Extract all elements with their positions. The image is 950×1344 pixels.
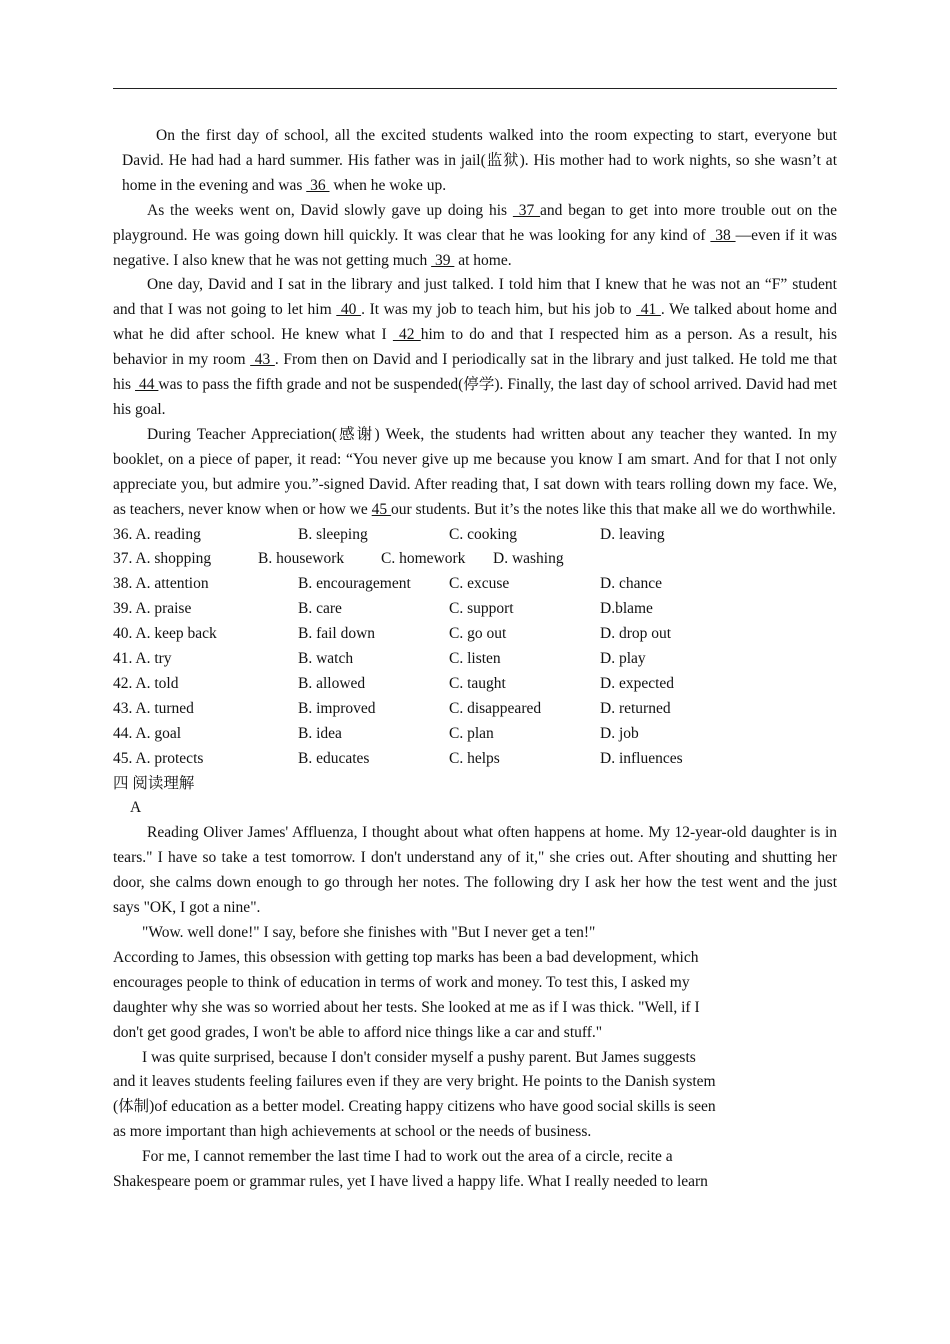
option-d: D. leaving: [600, 525, 665, 543]
option-d: D. returned: [600, 699, 671, 717]
option-a: 45. A. protects: [113, 749, 204, 767]
text: One day, David and I sat in the library and just talked. I told him that I knew that he was not an “F” student and that I was not going to let him: [113, 276, 837, 319]
option-row-43: [113, 697, 837, 722]
blank-39: 39: [431, 251, 455, 269]
option-b: B. improved: [298, 699, 376, 717]
option-a: 36. A. reading: [113, 525, 201, 543]
text: As the weeks went on, David slowly gave up doing his: [147, 201, 513, 219]
blank-38: 38: [710, 226, 736, 244]
blank-37: 37: [512, 201, 541, 219]
option-row-45: [113, 747, 837, 772]
option-row-44: [113, 722, 837, 747]
cloze-paragraph-2: [113, 199, 837, 274]
option-a: 39. A. praise: [113, 600, 192, 618]
reading-line: "Wow. well done!" I say, before she finishes with "But I never get a ten!": [142, 924, 596, 941]
option-d: D. drop out: [600, 625, 672, 643]
option-a: 38. A. attention: [113, 575, 209, 593]
text: was to pass the fifth grade and not be suspended(停学). Finally, the last day of school arrived. David had met his goal.: [113, 376, 838, 418]
blank-41: 41: [636, 301, 661, 319]
text: On the first day of school, all the excited students walked into the room expecting to start, everyone but David. He had had a hard summer. His father was in jail(监狱). His mother had to work nights, so she wasn’t at home in the evening and was: [122, 127, 837, 194]
passage-label: A: [130, 799, 142, 817]
option-c: C. support: [449, 600, 514, 618]
text: at home.: [454, 251, 512, 269]
reading-line: I was quite surprised, because I don't consider myself a pushy parent. But James suggests: [142, 1048, 696, 1066]
option-row-42: [113, 672, 837, 697]
option-c: C. cooking: [449, 525, 518, 543]
cloze-paragraph-1: [113, 124, 837, 199]
text: our students. But it’s the notes like this that make all we do worthwhile.: [391, 500, 836, 518]
option-b: B. allowed: [298, 674, 366, 692]
reading-line: Shakespeare poem or grammar rules, yet I have lived a happy life. What I really needed to learn: [113, 1173, 708, 1191]
options-list: [113, 523, 837, 772]
blank-36: 36: [306, 176, 330, 194]
option-b: B. watch: [298, 650, 354, 668]
option-row-38: [113, 572, 837, 597]
reading-paragraph-1: Reading Oliver James' Affluenza, I thought about what often happens at home. My 12-year-old daughter is in tears." I have so take a test tomorrow. I don't understand any of it," she cries out. After shouting and shutting her door, she calms down enough to go through her notes. The following dry I ask her how the test went and the just says "OK, I got a nine".: [113, 824, 837, 917]
option-d: D.blame: [600, 600, 653, 618]
text: him to do and that I respected him as a person. As a result, his behavior in my room: [113, 326, 838, 369]
option-c: C. disappeared: [449, 699, 542, 717]
blank-44: 44: [135, 376, 159, 394]
option-c: C. listen: [449, 650, 501, 668]
option-row-39: [113, 597, 837, 622]
option-row-41: [113, 647, 837, 672]
option-d: D. play: [600, 650, 646, 668]
option-row-40: [113, 622, 837, 647]
text: During Teacher Appreciation(感谢) Week, the students had written about any teacher they wanted. In my booklet, on a piece of paper, it read: “You never give up me because you know I am smart. And for that I not only appreciate you, but admire you.”-signed David. After reading that, I sat down with tears rolling down my face. We, as teachers, never know when or how we: [113, 425, 837, 518]
option-d: D. chance: [600, 575, 662, 593]
option-b: B. encouragement: [298, 575, 411, 593]
option-c: C. plan: [449, 724, 494, 742]
option-a: 37. A. shopping: [113, 550, 212, 568]
option-d: D. job: [600, 724, 639, 742]
option-d: D. influences: [600, 749, 683, 767]
option-c: C. excuse: [449, 575, 510, 593]
option-b: B. sleeping: [298, 525, 368, 543]
option-a: 43. A. turned: [113, 699, 194, 717]
option-b: B. idea: [298, 724, 342, 742]
text: . From then on David and I periodically sat in the library and just talked. He told me that his: [113, 351, 837, 394]
text: . It was my job to teach him, but his job to: [361, 301, 637, 319]
text: —even if it was negative. I also knew that he was not getting much: [113, 226, 838, 269]
option-c: C. helps: [449, 749, 500, 767]
option-b: B. fail down: [298, 625, 376, 643]
option-row-37: [113, 547, 837, 572]
option-c: C. go out: [449, 625, 507, 643]
reading-line: and it leaves students feeling failures even if they are very bright. He points to the Danish system: [113, 1073, 716, 1091]
option-a: 42. A. told: [113, 674, 179, 692]
reading-line: For me, I cannot remember the last time I had to work out the area of a circle, recite a: [142, 1148, 673, 1166]
section-title: 四 阅读理解: [113, 774, 195, 792]
option-b: B. educates: [298, 749, 370, 767]
text: when he woke up.: [329, 176, 447, 194]
header-rule: [113, 88, 837, 89]
option-a: 41. A. try: [113, 650, 172, 668]
reading-line: According to James, this obsession with getting top marks has been a bad development, which: [113, 948, 699, 966]
reading-line: don't get good grades, I won't be able to afford nice things like a car and stuff.": [113, 1023, 603, 1041]
cloze-paragraph-3: [113, 273, 837, 422]
reading-line: daughter why she was so worried about her tests. She looked at me as if I was thick. "Well, if I: [113, 998, 700, 1016]
option-c: C. taught: [449, 674, 506, 692]
option-a: 44. A. goal: [113, 724, 182, 742]
blank-43: 43: [250, 351, 275, 369]
option-b: B. housework: [258, 550, 345, 568]
blank-40: 40: [336, 301, 362, 319]
blank-42: 42: [392, 326, 421, 344]
option-b: B. care: [298, 600, 342, 618]
option-d: D. expected: [600, 674, 675, 692]
reading-line: encourages people to think of education in terms of work and money. To test this, I asked my: [113, 973, 690, 991]
reading-line: (体制)of education as a better model. Creating happy citizens who have good social skills is seen: [113, 1098, 716, 1116]
option-row-36: [113, 523, 837, 548]
option-c: C. homework: [381, 550, 466, 568]
text: and began to get into more trouble out on the playground. He was going down hill quickly. It was clear that he was looking for any kind of: [113, 201, 837, 244]
cloze-paragraph-4: [113, 423, 837, 523]
reading-line: as more important than high achievements at school or the needs of business.: [113, 1123, 592, 1141]
text: . We talked about home and what he did after school. He knew what I: [113, 301, 838, 344]
document-body: [113, 124, 837, 1195]
option-d: D. washing: [493, 550, 564, 568]
blank-45: 45: [371, 500, 392, 518]
option-a: 40. A. keep back: [113, 625, 217, 643]
